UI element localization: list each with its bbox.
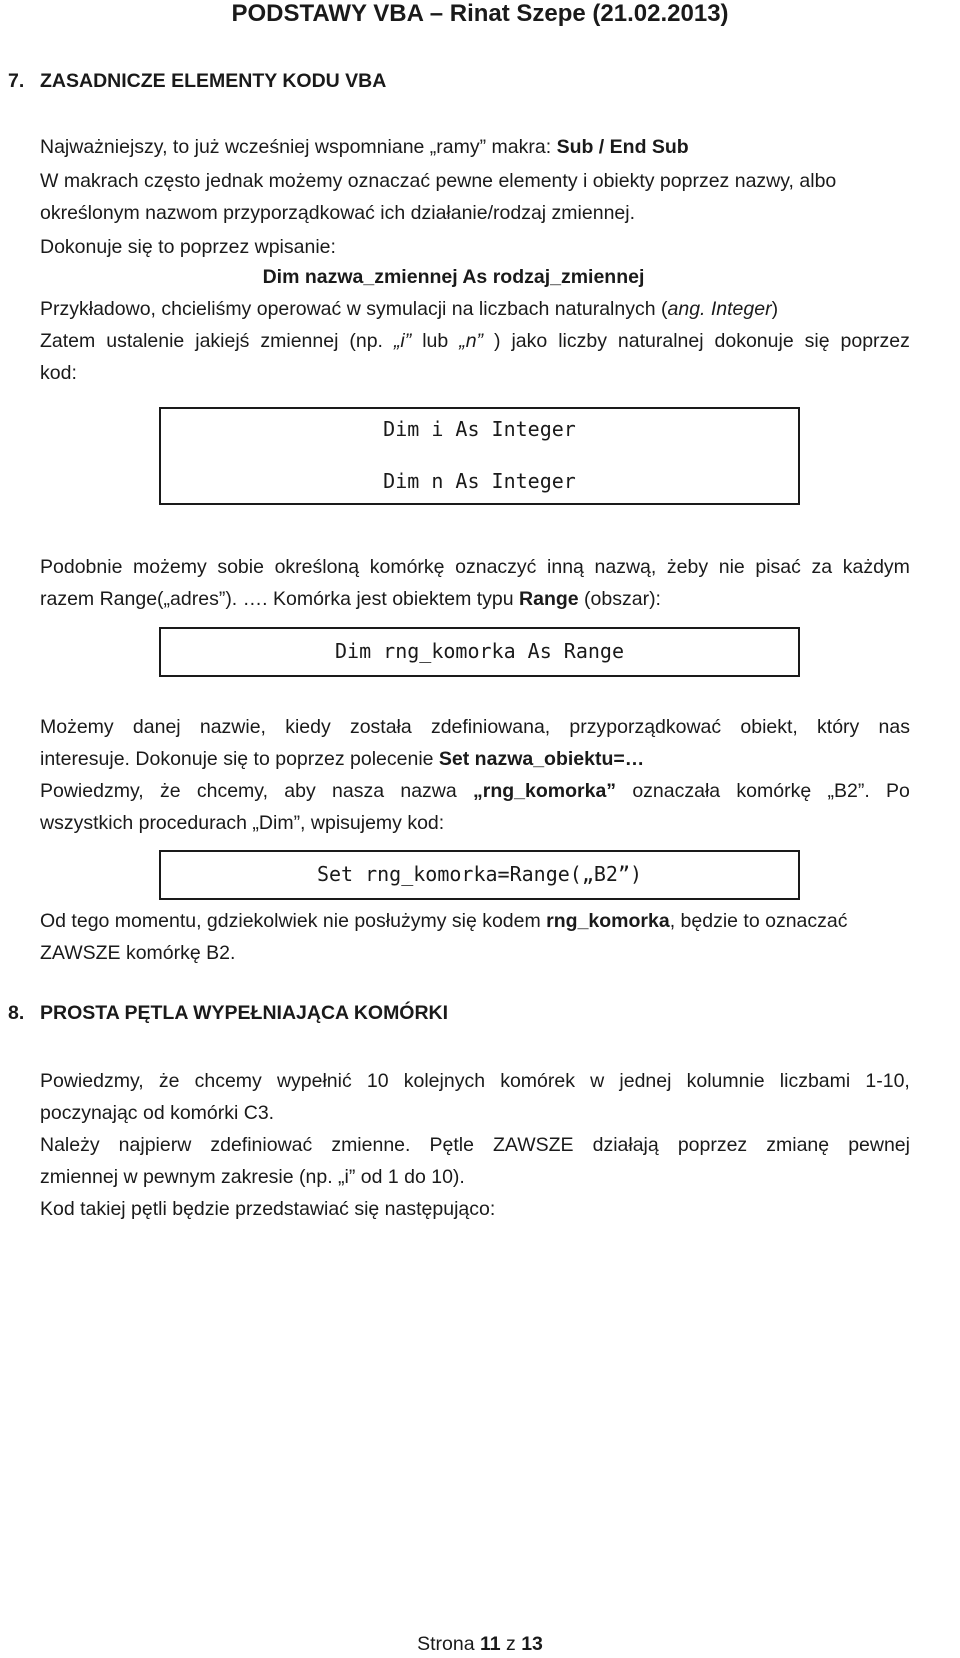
word: ustalenie	[106, 330, 185, 352]
text: Przykładowo, chcieliśmy operować w symulacji na liczbach naturalnych (	[40, 298, 668, 320]
footer-text: Strona	[417, 1633, 480, 1655]
code-line: Dim n As Integer	[383, 469, 576, 493]
word: jakiejś	[195, 330, 250, 352]
word: )	[494, 330, 501, 352]
word: 1-10,	[865, 1070, 910, 1092]
word: liczby	[558, 330, 607, 352]
word: lub	[422, 330, 449, 352]
text: , będzie to oznaczać	[669, 910, 848, 932]
text: Najważniejszy, to już wcześniej wspomniane „ramy” makra:	[40, 136, 557, 158]
word: pisać	[755, 556, 801, 578]
word: zdefiniowana,	[430, 716, 551, 738]
text: Od tego momentu, gdziekolwiek nie posłużymy się kodem	[40, 910, 547, 932]
word: który	[817, 716, 860, 738]
paragraph	[40, 292, 960, 327]
word: Zatem	[40, 330, 96, 352]
page-number: 11	[479, 1633, 501, 1655]
word: „i”	[393, 330, 412, 352]
code-line: Dim rng_komorka As Range	[335, 639, 624, 663]
word: żeby	[666, 556, 709, 578]
word: poprzez	[840, 330, 910, 352]
page-total: 13	[521, 1633, 543, 1655]
justified-paragraph	[40, 324, 910, 359]
word: jako	[511, 330, 548, 352]
word: nazwie,	[199, 716, 266, 738]
word: że	[158, 1070, 180, 1092]
word: (np.	[349, 330, 383, 352]
section-8-number: 8.	[8, 1002, 25, 1024]
paragraph: określonym nazwom przyporządkować ich działanie/rodzaj zmiennej.	[40, 202, 636, 224]
word: przyporządkować	[569, 716, 722, 738]
word: kolejnych	[403, 1070, 486, 1092]
word: zmiennej	[260, 330, 339, 352]
word: najpierw	[118, 1134, 192, 1156]
word: określoną	[274, 556, 360, 578]
word: aby	[284, 780, 316, 802]
code-line: Dim i As Integer	[383, 417, 576, 441]
word: dokonuje	[714, 330, 794, 352]
code-block-set-range	[159, 850, 800, 900]
word: każdym	[842, 556, 910, 578]
justified-paragraph	[40, 1064, 910, 1099]
word: nasza	[332, 780, 385, 802]
word: za	[811, 556, 833, 578]
section-7-title: ZASADNICZE ELEMENTY KODU VBA	[40, 70, 387, 92]
word: sobie	[217, 556, 264, 578]
word: ZAWSZE	[493, 1134, 574, 1156]
word: nazwa	[400, 780, 457, 802]
paragraph: poczynając od komórki C3.	[40, 1102, 275, 1124]
syntax-line: Dim nazwa_zmiennej As rodzaj_zmiennej	[262, 266, 645, 288]
paragraph: wszystkich procedurach „Dim”, wpisujemy kod:	[40, 812, 445, 834]
word: jednej	[619, 1070, 672, 1092]
word: wypełnić	[276, 1070, 352, 1092]
paragraph	[40, 130, 960, 165]
justified-paragraph	[40, 710, 910, 745]
word: chcemy	[194, 1070, 262, 1092]
paragraph: Kod takiej pętli będzie przedstawiać się następująco:	[40, 1198, 496, 1220]
word: naturalnej	[617, 330, 704, 352]
page-header-title: PODSTAWY VBA – Rinat Szepe (21.02.2013)	[231, 0, 729, 27]
paragraph: kod:	[40, 362, 77, 384]
text: interesuje. Dokonuje się to poprzez polecenie	[40, 748, 439, 770]
word: oznaczyć	[455, 556, 537, 578]
word: zdefiniować	[210, 1134, 313, 1156]
word: inną	[547, 556, 584, 578]
word: nas	[878, 716, 910, 738]
word: Powiedzmy,	[40, 780, 144, 802]
word: „n”	[459, 330, 484, 352]
word: Podobnie	[40, 556, 123, 578]
word: zmianę	[766, 1134, 830, 1156]
bold-text: Range	[519, 588, 579, 610]
word: Należy	[40, 1134, 100, 1156]
code-block-dim-integer	[159, 407, 800, 505]
bold-text: Set nazwa_obiektu=…	[438, 748, 645, 770]
word: Pętle	[429, 1134, 474, 1156]
word: „rng_komorka”	[473, 780, 617, 802]
bold-text: Sub / End Sub	[556, 136, 689, 158]
word: kiedy	[285, 716, 331, 738]
word: komórkę	[736, 780, 812, 802]
word: Po	[886, 780, 910, 802]
section-8-title: PROSTA PĘTLA WYPEŁNIAJĄCA KOMÓRKI	[40, 1002, 449, 1024]
word: Możemy	[40, 716, 114, 738]
page-footer	[0, 1633, 960, 1656]
word: oznaczała	[632, 780, 721, 802]
word: „B2”.	[827, 780, 870, 802]
justified-paragraph	[40, 774, 910, 809]
text: razem Range(„adres”). …. Komórka jest obiektem typu	[40, 588, 520, 610]
paragraph: Dokonuje się to poprzez wpisanie:	[40, 236, 336, 258]
paragraph: zmiennej w pewnym zakresie (np. „i” od 1 do 10).	[40, 1166, 465, 1188]
word: że	[159, 780, 181, 802]
bold-text: rng_komorka	[546, 910, 670, 932]
word: poprzez	[677, 1134, 748, 1156]
italic-text: ang. Integer	[667, 298, 772, 320]
word: komórkę	[369, 556, 445, 578]
word: w	[590, 1070, 605, 1092]
word: nie	[718, 556, 745, 578]
word: zmienne.	[331, 1134, 411, 1156]
word: nazwą,	[594, 556, 657, 578]
word: działają	[592, 1134, 659, 1156]
word: komórek	[500, 1070, 575, 1092]
code-block-dim-range	[159, 627, 800, 677]
word: została	[349, 716, 412, 738]
paragraph: W makrach często jednak możemy oznaczać pewne elementy i obiekty poprzez nazwy, albo	[40, 170, 837, 192]
text: )	[771, 298, 779, 320]
text: (obszar):	[578, 588, 661, 610]
word: kolumnie	[686, 1070, 765, 1092]
justified-paragraph	[40, 1128, 910, 1163]
paragraph	[40, 904, 960, 939]
word: danej	[132, 716, 181, 738]
paragraph	[40, 742, 960, 777]
footer-text: z	[500, 1633, 522, 1655]
paragraph: ZAWSZE komórkę B2.	[40, 942, 236, 964]
word: Powiedzmy,	[40, 1070, 144, 1092]
word: chcemy,	[196, 780, 268, 802]
section-7-number: 7.	[8, 70, 25, 92]
code-line: Set rng_komorka=Range(„B2”)	[316, 862, 643, 886]
paragraph	[40, 582, 960, 617]
word: 10	[366, 1070, 389, 1092]
word: możemy	[133, 556, 207, 578]
justified-paragraph	[40, 550, 910, 585]
word: się	[804, 330, 830, 352]
word: obiekt,	[740, 716, 798, 738]
word: liczbami	[779, 1070, 851, 1092]
word: pewnej	[848, 1134, 910, 1156]
